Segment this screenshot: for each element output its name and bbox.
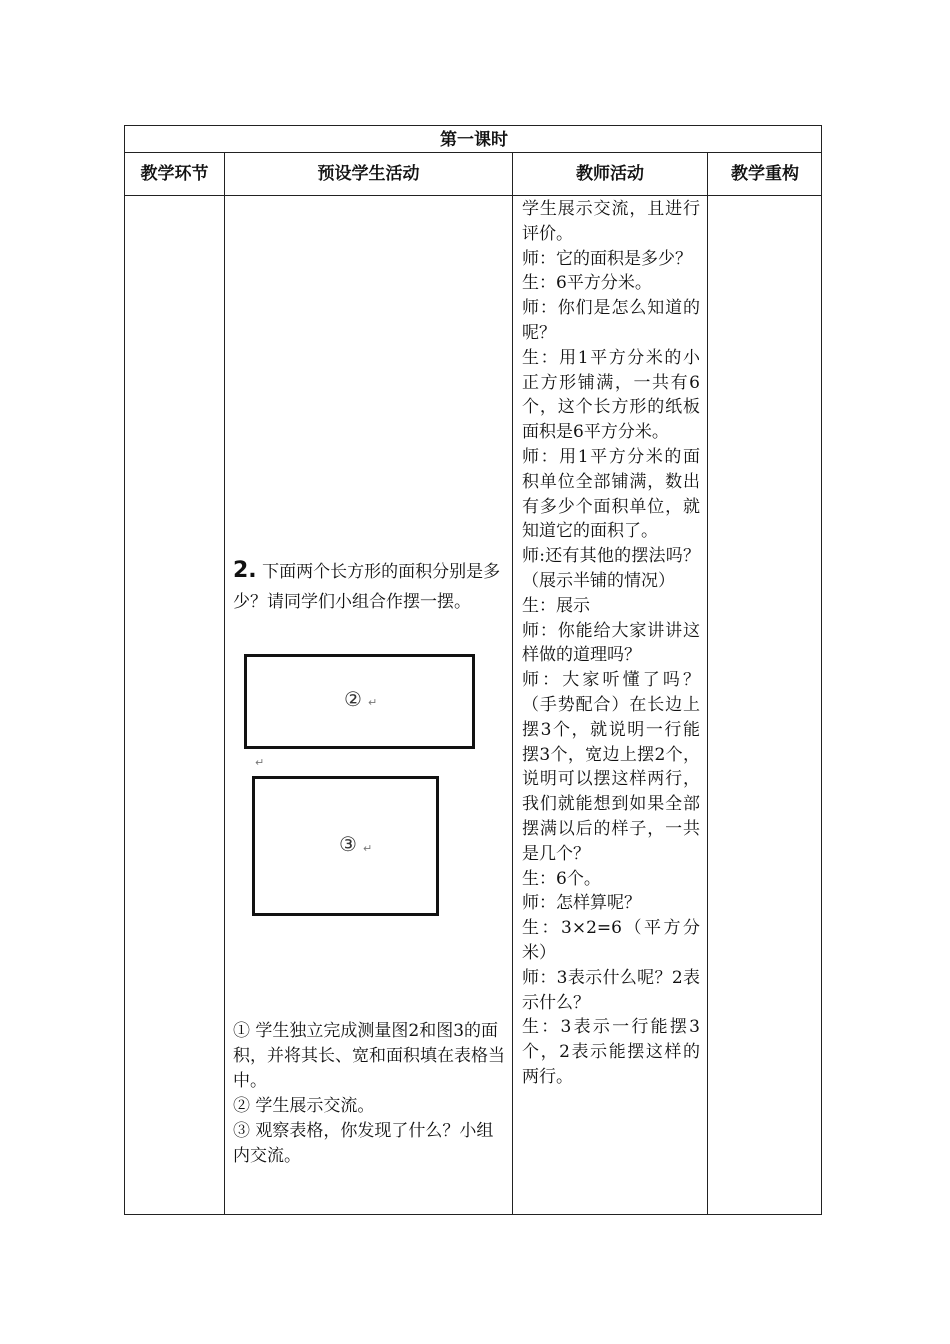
teacher-line: 生：6平方分米。 bbox=[522, 273, 652, 294]
rectangle-3-label: ③ bbox=[339, 832, 357, 856]
paragraph-mark-icon: ↵ bbox=[363, 842, 373, 855]
teacher-line: 学生展示交流，且进行评价。 bbox=[522, 199, 700, 244]
teacher-activity-text bbox=[522, 197, 700, 1090]
teacher-line: 生：用1平方分米的小正方形铺满，一共有6个，这个长方形的纸板面积是6平方分米。 bbox=[522, 347, 700, 443]
teacher-line: 师：它的面积是多少？ bbox=[522, 248, 692, 269]
student-steps bbox=[233, 1019, 507, 1169]
teacher-line: 师：怎样算呢？ bbox=[522, 893, 641, 914]
student-step-1: ① 学生独立完成测量图2和图3的面积，并将其长、宽和面积填在表格当中。 bbox=[233, 1021, 505, 1091]
teacher-line: 师:还有其他的摆法吗？（展示半铺的情况） bbox=[522, 546, 700, 591]
teacher-line: 师：大家听懂了吗？（手势配合）在长边上摆3个，就说明一行能摆3个，宽边上摆2个，说明可以摆这样两行，我们就能想到如果全部摆满以后的样子，一共是几个？ bbox=[522, 670, 700, 864]
teacher-line: 师：你们是怎么知道的呢？ bbox=[522, 298, 700, 343]
question-number: 2. bbox=[233, 558, 257, 583]
column-divider-1 bbox=[224, 152, 225, 1215]
header-teaching-reconstruction: 教学重构 bbox=[731, 164, 799, 184]
paragraph-mark-icon: ↵ bbox=[368, 696, 378, 709]
rectangle-2-label: ② bbox=[344, 687, 362, 711]
student-step-3: ③ 观察表格，你发现了什么？小组内交流。 bbox=[233, 1121, 494, 1166]
header-student-activity: 预设学生活动 bbox=[317, 164, 420, 184]
teacher-line: 生：展示 bbox=[522, 595, 590, 616]
lesson-table bbox=[124, 125, 822, 1215]
column-divider-2 bbox=[512, 152, 513, 1215]
table-title: 第一课时 bbox=[440, 130, 508, 150]
student-step-2: ② 学生展示交流。 bbox=[233, 1096, 375, 1116]
teacher-line: 生：3表示一行能摆3个，2表示能摆这样的两行。 bbox=[522, 1017, 700, 1087]
teacher-line: 生：3×2=6（平方分米） bbox=[522, 918, 700, 963]
column-divider-3 bbox=[707, 152, 708, 1215]
teacher-line: 师：你能给大家讲讲这样做的道理吗？ bbox=[522, 620, 700, 666]
paragraph-mark-icon: ↵ bbox=[255, 756, 265, 769]
student-question bbox=[233, 556, 507, 617]
header-teaching-stage: 教学环节 bbox=[140, 164, 209, 184]
teacher-line: 师：3表示什么呢？2表示什么？ bbox=[522, 967, 700, 1013]
header-teacher-activity: 教师活动 bbox=[576, 164, 644, 184]
teacher-line: 师：用1平方分米的面积单位全部铺满，数出有多少个面积单位，就知道它的面积了。 bbox=[522, 446, 700, 542]
header-divider bbox=[125, 195, 822, 196]
teacher-line: 生：6个。 bbox=[522, 868, 601, 889]
question-text: 下面两个长方形的面积分别是多少？请同学们小组合作摆一摆。 bbox=[233, 562, 501, 612]
